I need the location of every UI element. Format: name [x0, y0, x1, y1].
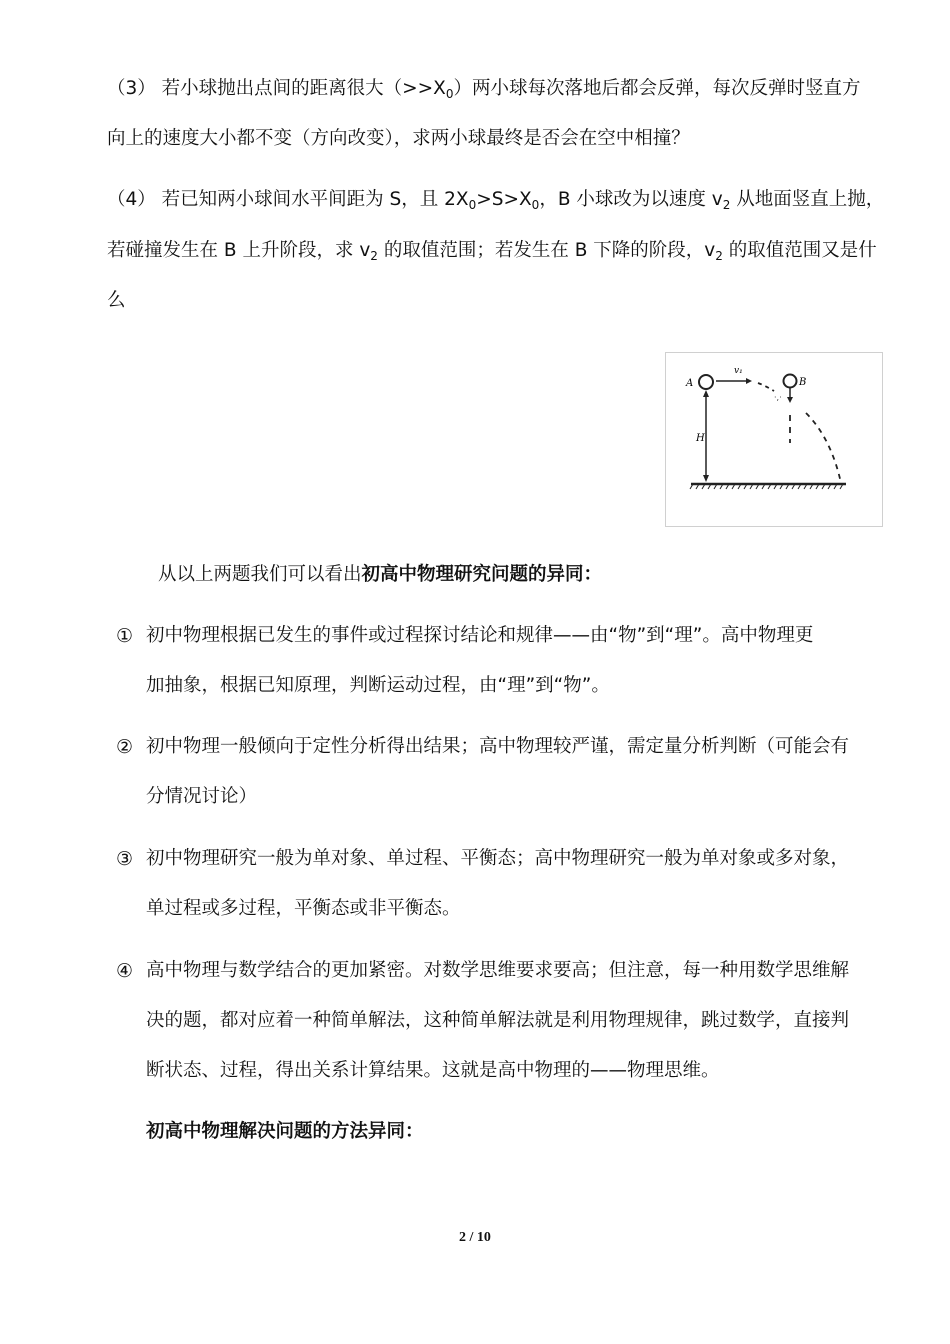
item-4-number: ④	[116, 960, 134, 982]
item-2-line-2: 分情况讨论）	[146, 786, 258, 807]
item-3-line-2: 单过程或多过程，平衡态或非平衡态。	[146, 898, 461, 919]
trajectory-a-start	[758, 383, 774, 391]
methods-heading: 初高中物理解决问题的方法异同：	[146, 1121, 424, 1142]
item-4-line-3: 断状态、过程，得出关系计算结果。这就是高中物理的——物理思维。	[146, 1060, 720, 1081]
label-v1: v₁	[734, 366, 743, 376]
q4-line-2: 若碰撞发生在 B 上升阶段，求 $v_2$ 的取值范围；若发生在 B 下降的阶段，$v_2$ 的取值范围又是什	[107, 240, 877, 263]
ball-a	[699, 375, 713, 389]
label-h: H	[696, 433, 705, 444]
q4-line-1: （4） 若已知两小球间水平间距为 S，且 $2X_0>S>X_0$，B 小球改为以速度 $v_2$ 从地面竖直上抛，	[107, 189, 885, 212]
projectile-figure	[665, 352, 883, 527]
label-b: B	[799, 377, 807, 388]
q3-line-2: 向上的速度大小都不变（方向改变），求两小球最终是否会在空中相撞？	[107, 128, 690, 149]
label-a: A	[686, 378, 694, 389]
item-2-number: ②	[116, 736, 134, 758]
projectile-diagram	[666, 353, 884, 528]
item-3-number: ③	[116, 848, 134, 870]
item-2-line-1: 初中物理一般倾向于定性分析得出结果；高中物理较严谨，需定量分析判断（可能会有	[146, 736, 850, 757]
svg-text:·,·: ·,·	[774, 393, 782, 402]
item-1-line-2: 加抽象，根据已知原理，判断运动过程，由“理”到“物”。	[146, 675, 610, 696]
q3-line-1: （3） 若小球抛出点间的距离很大$(>>X_0)$两小球每次落地后都会反弹，每次反弹时竖直方	[107, 78, 861, 101]
trajectory-a-end	[806, 413, 841, 483]
item-3-line-1: 初中物理研究一般为单对象、单过程、平衡态；高中物理研究一般为单对象或多对象，	[146, 848, 850, 869]
item-4-line-1: 高中物理与数学结合的更加紧密。对数学思维要求要高；但注意，每一种用数学思维解	[146, 960, 850, 981]
page-number: 2 / 10	[459, 1230, 491, 1245]
item-1-number: ①	[116, 625, 134, 647]
ball-b	[784, 375, 797, 388]
summary-intro: 从以上两题我们可以看出初高中物理研究问题的异同：	[158, 564, 603, 585]
q4-line-3: 么	[107, 290, 126, 311]
item-4-line-2: 决的题，都对应着一种简单解法，这种简单解法就是利用物理规律，跳过数学，直接判	[146, 1010, 850, 1031]
item-1-line-1: 初中物理根据已发生的事件或过程探讨结论和规律——由“物”到“理”。高中物理更	[146, 625, 814, 646]
